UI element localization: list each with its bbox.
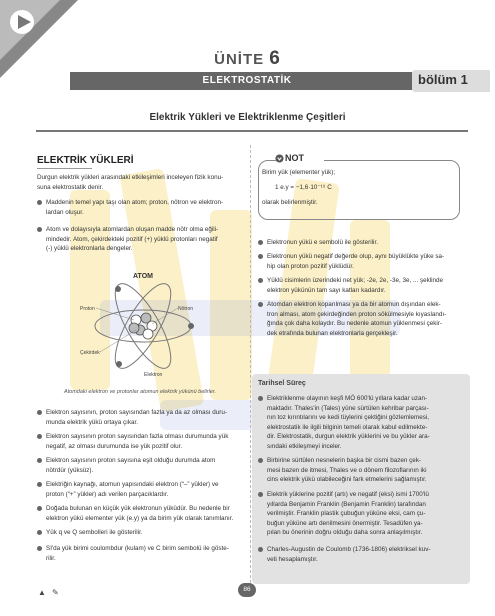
bolum-label: bölüm 1 (418, 72, 468, 87)
footer-arrow-icon: ▲ (38, 588, 46, 597)
footer-ruler-icon: ✎ (52, 588, 59, 597)
atom-caption: Atomdaki elektron ve protonlar atomun elektrik yükünü belirler. (63, 389, 217, 395)
bullet-line: Charles-Augustin de Coulomb (1736-1806) elektriksel kuv- (267, 546, 431, 553)
header-divider (36, 130, 468, 132)
bullet-line: dek etrafında bulunan elektronlarla gerçekleşir. (267, 329, 398, 337)
atom-diagram (78, 268, 208, 378)
bullet-line: yıllarda Benjamin Franklin (Benjamin Franklin) tarafından (267, 500, 426, 508)
bullet-line: mesi bazen de itmesi, Thales ve o dönem filozoflarının iki (267, 466, 427, 474)
page-number: 86 (238, 583, 256, 597)
bullet-line: munda elektrik yükü ortaya çıkar. (46, 418, 139, 426)
bullet-line: (-) yüklü elektronlarla dengeler. (46, 245, 133, 253)
history-bullet (258, 394, 472, 452)
label-notron: Nötron (178, 306, 194, 312)
bullet-item (37, 504, 251, 523)
bullet-line: Yük q ve Q sembolleri ile gösterilir. (46, 529, 143, 536)
bullet-line: Elektron sayısının, proton sayısından fazla ya da az olması duru- (46, 409, 227, 416)
bullet-line: tron alması, atom çekirdeğinden proton sökülmesiyle kıyaslandı- (267, 310, 447, 318)
bullet-line: Elektron sayısının proton sayısına eşit olduğu durumda atom (46, 457, 216, 464)
history-bullet (258, 456, 472, 485)
bullet-line: cins elektrik yükü olabileceğini fark etmelerini sağlamıştır. (267, 476, 427, 484)
bullet-line: Elektrik yüklerine pozitif (artı) ve negatif (eksi) ismi 1700'lü (267, 491, 429, 498)
bullet-item (258, 300, 472, 338)
bullet-line: Atom ve dolayısıyla atomlardan oluşan madde nötr olma eğili- (46, 226, 219, 233)
label-cekirdek: Çekirdek (80, 350, 100, 356)
nucleus (129, 313, 157, 339)
bullet-item (37, 408, 251, 427)
bullet-line: Elektron sayısının proton sayısından fazla olması durumunda yük (46, 433, 229, 440)
bullet-line: veti hesaplamıştır. (267, 555, 318, 563)
history-bullet (258, 490, 472, 538)
bullet-line: Elektriğin kaynağı, atomun yapısındaki elektron (“–” yükler) ve (46, 481, 219, 488)
bullet-line: mindedir. Atom, çekirdekteki pozitif (+) yüklü protonları negatif (46, 235, 218, 243)
intro-paragraph (37, 173, 242, 192)
bullet-item (37, 225, 246, 254)
bullet-item (37, 456, 251, 475)
note-line: olarak belirlenmiştir. (262, 199, 318, 206)
bullet-line: proton (“+” yükler) adı verilen parçacıklardır. (46, 490, 169, 498)
bullet-line: SI'da yük birimi coulombdur (kulam) ve C birim sembolü ile göste- (46, 545, 229, 552)
label-elektron: Elektron (144, 372, 163, 378)
bullet-line: elektron yükünün tam sayı katları kadardır. (267, 286, 386, 294)
bullet-line: nötrdür (yüksüz). (46, 466, 94, 474)
bullet-line: negatif, az olması durumunda ise yük pozitif olur. (46, 442, 183, 450)
note-formula: 1 e.y = −1,6·10⁻¹⁹ C (275, 184, 332, 191)
bullet-item (258, 276, 472, 295)
bullet-line: elektron yükü elementer yük (e.y) ya da birim yük olarak tanımlanır. (46, 514, 234, 522)
bullet-line: ğında çok daha kolaydır. Bu nedenle atomun yüklenmesi çekir- (267, 320, 443, 328)
intro-line: suna elektrostatik denir. (37, 183, 104, 191)
history-bullet (258, 545, 472, 564)
bullet-line: elektrostatik ile ilgili bilginin temeli olarak kabul edilmekte- (267, 423, 428, 431)
left-heading: ELEKTRİK YÜKLERİ (37, 155, 134, 166)
note-line: Birim yük (elementer yük); (262, 169, 336, 176)
bullet-line: sındaki etkileşmeyi inceler. (267, 442, 342, 450)
bullet-line: nın toz kırıntılarını ve kedi tüylerini çektiğini gözlemlemesi, (267, 414, 430, 422)
bullet-line: Elektronun yükü e sembolü ile gösterilir. (267, 239, 378, 246)
note-label: NOT (285, 153, 304, 163)
history-title: Tarihsel Süreç (258, 380, 306, 387)
bullet-line: Doğada bulunan en küçük yük elektronun yüküdür. Bu nedenle bir (46, 505, 230, 512)
bar-title: ELEKTROSTATİK (202, 75, 292, 86)
intro-line: Durgun elektrik yükleri arasındaki etkileşimleri inceleyen fizik konu- (37, 174, 224, 181)
label-proton: Proton (80, 306, 95, 312)
bullet-line: Yüklü cisimlerin üzerindeki net yük; -2e, 2e, -3e, 3e, ... şeklinde (267, 277, 444, 284)
bullet-item (37, 480, 251, 499)
section-subtitle: Elektrik Yükleri ve Elektriklenme Çeşitleri (149, 112, 346, 123)
bullet-line: maktadır. Thales'in (Tales) yüne sürtülen kehribar parçası- (267, 404, 429, 412)
column-divider (250, 145, 251, 593)
bullet-item (37, 528, 251, 538)
bullet-line: Atomdan elektron koparılması ya da bir atomun dışından elek- (267, 301, 441, 308)
bullet-line: buğun yüküne artı denilmesini önermiştir. Tesadüfen ya- (267, 519, 423, 527)
note-chevron-icon (275, 154, 284, 163)
bullet-line: dir. Elektrostatik, durgun elektrik yüklerini ve bu yükler ara- (267, 433, 430, 441)
bullet-line: lardan oluşur. (46, 208, 84, 216)
bullet-line: Elektriklenme olayının keşfi MÖ 600'lü yıllara kadar uzan- (267, 395, 428, 402)
bullet-line: Elektronun yükü negatif değerde olup, aynı büyüklükte yüke sa- (267, 253, 445, 260)
bullet-line: pılan bu önerinin doğru olduğu daha sonra anlaşılmıştır. (267, 529, 423, 537)
atom-title: ATOM (133, 273, 153, 280)
unit-heading (0, 48, 495, 70)
unit-word: ÜNİTE (214, 51, 265, 68)
bullet-item (37, 544, 251, 563)
bullet-line: rilir. (46, 554, 56, 562)
bullet-line: Maddenin temel yapı taşı olan atom; proton, nötron ve elektron- (46, 199, 224, 206)
bullet-item (37, 432, 251, 451)
bullet-item (37, 198, 246, 217)
bullet-line: Birbirine sürtülen nesnelerin başka bir cismi bazen çek- (267, 457, 421, 464)
bullet-line: verilmiştir. Franklin plastik çubuğun yüküne eksi, cam çu- (267, 510, 426, 518)
unit-number: 6 (269, 48, 281, 69)
bullet-line: hip olan proton pozitif yüklüdür. (267, 262, 354, 270)
bullet-item (258, 252, 472, 271)
heading-underline (37, 168, 92, 169)
bullet-item (258, 238, 472, 248)
